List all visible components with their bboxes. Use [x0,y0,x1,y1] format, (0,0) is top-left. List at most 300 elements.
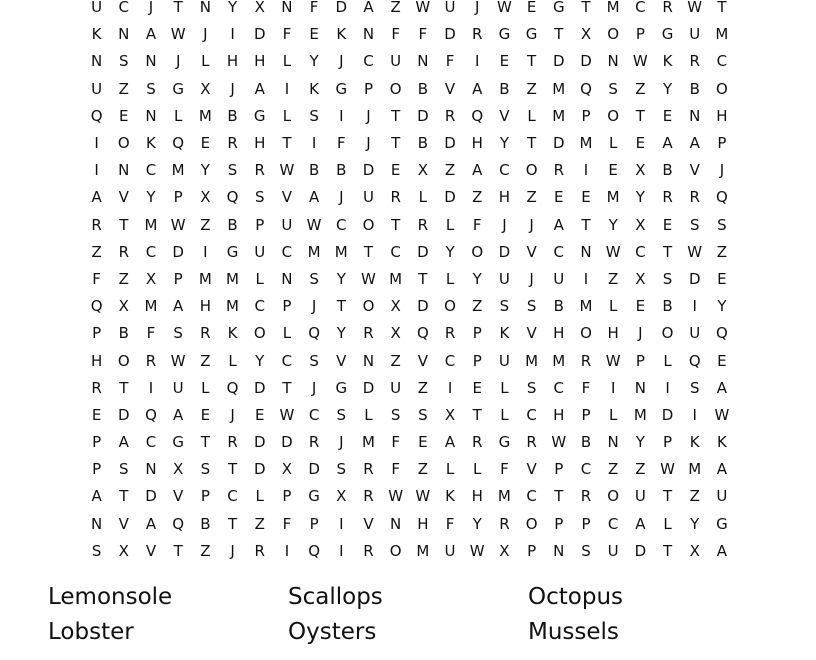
grid-letter: P [581,514,591,533]
grid-letter: E [499,52,510,71]
grid-letter: N [580,242,592,261]
grid-letter: O [661,324,674,343]
grid-letter: H [607,324,619,343]
grid-letter: N [553,541,565,560]
grid-letter: O [580,324,592,343]
grid-letter: F [581,378,591,397]
grid-letter: X [635,161,646,180]
grid-letter: X [390,297,401,316]
grid-letter: R [145,351,157,370]
grid-letter: W [170,351,186,370]
grid-letter: X [336,487,347,506]
grid-letter: R [580,351,592,370]
grid-letter: O [389,541,402,560]
grid-letter: D [444,25,456,44]
grid-letter: S [662,269,673,288]
grid-letter: N [199,0,211,17]
grid-letter: C [363,52,374,71]
grid-letter: T [418,269,428,288]
grid-letter: C [254,297,265,316]
grid-letter: E [200,405,211,424]
grid-letter: X [417,161,428,180]
grid-letter: F [445,514,455,533]
grid-letter: X [173,460,184,479]
grid-letter: Z [526,79,537,98]
grid-letter: R [363,324,374,343]
grid-letter: J [529,215,534,234]
grid-letter: P [200,487,210,506]
grid-letter: Z [417,460,428,479]
grid-letter: Y [635,188,645,207]
word-list-item: Lobster [48,619,134,645]
grid-letter: P [92,324,102,343]
grid-letter: L [445,269,455,288]
grid-letter: M [226,269,239,288]
grid-letter: T [527,52,537,71]
grid-letter: D [281,433,293,452]
grid-letter: Y [662,79,673,98]
grid-letter: X [200,79,211,98]
grid-letter: Q [716,324,728,343]
grid-letter: Z [390,351,401,370]
grid-letter: Q [226,378,239,397]
grid-letter: D [362,378,375,397]
grid-letter: E [390,161,401,180]
grid-letter: P [472,351,482,370]
grid-letter: J [148,0,154,17]
grid-letter: B [308,161,320,180]
grid-letter: A [173,405,184,424]
grid-letter: U [91,0,103,17]
grid-letter: T [282,134,292,153]
word-list-item: Octopus [528,584,623,610]
grid-letter: W [306,215,322,234]
grid-letter: A [472,161,483,180]
grid-letter: T [717,0,727,17]
grid-letter: M [144,215,158,234]
grid-letter: L [255,487,264,506]
grid-letter: I [692,297,697,316]
grid-letter: H [254,134,266,153]
grid-letter: B [662,297,673,316]
grid-letter: S [119,52,129,71]
grid-letter: N [417,52,429,71]
grid-letter: P [309,514,319,533]
grid-letter: T [391,134,401,153]
grid-letter: R [363,487,374,506]
grid-letter: E [91,405,102,424]
grid-letter: F [472,215,482,234]
grid-letter: H [471,487,483,506]
grid-letter: N [281,269,293,288]
grid-letter: N [607,433,619,452]
grid-letter: P [554,460,564,479]
grid-letter: H [498,188,511,207]
grid-letter: O [471,242,484,261]
grid-letter: H [716,106,728,125]
grid-letter: Y [445,242,455,261]
grid-letter: C [145,242,157,261]
grid-letter: Y [146,188,156,207]
grid-letter: D [553,52,565,71]
grid-letter: B [662,161,673,180]
grid-letter: E [526,0,537,17]
grid-letter: F [282,25,292,44]
grid-letter: T [119,378,129,397]
grid-letter: A [716,460,728,479]
grid-letter: P [92,460,102,479]
grid-letter: U [553,269,565,288]
grid-letter: D [253,433,266,452]
grid-letter: H [417,514,429,533]
grid-letter: A [635,514,646,533]
grid-letter: G [525,25,538,44]
grid-letter: B [417,134,428,153]
grid-letter: I [610,378,616,397]
grid-letter: G [335,378,348,397]
grid-letter: C [553,242,565,261]
grid-letter: S [526,297,537,316]
grid-letter: E [717,351,727,370]
grid-letter: R [254,541,265,560]
grid-letter: M [688,460,702,479]
grid-letter: S [499,297,510,316]
grid-letter: N [145,52,157,71]
grid-letter: Z [608,460,619,479]
grid-letter: I [230,25,235,44]
grid-letter: N [362,25,375,44]
grid-letter: T [363,242,374,261]
grid-letter: P [663,433,673,452]
grid-letter: L [500,378,509,397]
grid-letter: T [227,460,238,479]
grid-letter: L [663,351,672,370]
grid-letter: Z [254,514,265,533]
grid-letter: N [145,460,157,479]
grid-letter: E [635,134,646,153]
grid-letter: F [445,52,455,71]
grid-letter: D [172,242,184,261]
grid-letter: X [118,541,129,560]
grid-letter: W [605,242,621,261]
grid-letter: Z [444,161,456,180]
grid-letter: E [418,433,428,452]
grid-letter: T [662,487,673,506]
grid-letter: B [553,297,564,316]
grid-letter: N [607,52,619,71]
grid-letter: S [146,79,156,98]
grid-letter: L [663,514,672,533]
grid-letter: S [91,541,102,560]
grid-letter: R [472,433,483,452]
grid-letter: H [226,52,239,71]
grid-letter: S [418,405,428,424]
grid-letter: Z [608,269,619,288]
grid-letter: B [227,215,238,234]
grid-letter: U [444,541,456,560]
grid-letter: K [146,134,156,153]
grid-letter: X [390,324,401,343]
grid-letter: Y [717,297,727,316]
grid-letter: A [91,487,102,506]
grid-letter: U [634,487,646,506]
grid-letter: U [607,541,619,560]
grid-letter: J [366,106,371,125]
grid-letter: R [662,0,673,17]
grid-letter: A [553,215,564,234]
grid-letter: J [230,79,235,98]
grid-letter: O [117,351,130,370]
grid-letter: I [148,378,154,397]
grid-letter: L [608,134,618,153]
grid-letter: Y [227,0,238,17]
grid-letter: L [473,460,482,479]
grid-letter: M [389,269,403,288]
grid-letter: T [391,106,401,125]
grid-letter: Q [580,79,592,98]
grid-letter: I [475,52,480,71]
grid-letter: D [634,541,647,560]
grid-letter: Z [91,242,102,261]
grid-letter: U [689,25,701,44]
grid-letter: T [581,0,591,17]
grid-letter: J [203,25,208,44]
grid-letter: I [339,106,344,125]
grid-letter: A [308,188,320,207]
grid-letter: P [472,324,482,343]
grid-letter: F [146,324,156,343]
grid-letter: G [253,106,266,125]
grid-letter: J [638,324,643,343]
grid-letter: L [255,269,264,288]
grid-letter: U [390,52,402,71]
grid-letter: C [635,0,646,17]
grid-letter: R [200,324,211,343]
grid-letter: S [254,188,265,207]
grid-letter: R [444,324,456,343]
grid-letter: R [499,514,510,533]
grid-letter: Y [499,134,509,153]
grid-letter: S [717,215,727,234]
grid-letter: A [145,514,157,533]
grid-letter: V [444,79,456,98]
grid-letter: S [581,541,591,560]
grid-letter: P [635,351,645,370]
grid-letter: W [605,351,621,370]
grid-letter: D [661,405,674,424]
grid-letter: C [635,242,646,261]
grid-letter: T [200,433,210,452]
grid-letter: D [118,405,130,424]
grid-letter: E [635,297,646,316]
grid-letter: B [118,324,129,343]
grid-letter: Q [90,106,103,125]
grid-letter: M [144,297,158,316]
grid-letter: L [201,52,210,71]
grid-letter: R [553,161,564,180]
grid-letter: V [118,188,129,207]
grid-letter: P [527,541,537,560]
grid-letter: N [362,351,375,370]
grid-letter: Q [308,541,320,560]
grid-letter: W [551,433,567,452]
grid-letter: U [91,79,103,98]
grid-letter: X [145,269,157,288]
grid-letter: X [200,188,211,207]
grid-letter: T [527,134,537,153]
grid-letter: R [308,433,320,452]
grid-letter: D [335,0,348,17]
grid-letter: U [390,378,402,397]
grid-letter: D [444,134,456,153]
grid-letter: W [170,215,186,234]
grid-letter: U [498,351,510,370]
grid-letter: R [91,378,102,397]
grid-letter: V [526,460,537,479]
grid-letter: A [716,378,728,397]
grid-letter: M [552,79,566,98]
grid-letter: Y [690,514,700,533]
grid-letter: I [692,405,697,424]
grid-letter: P [282,297,292,316]
grid-letter: U [444,0,456,17]
grid-letter: S [309,351,319,370]
grid-letter: O [362,215,375,234]
grid-letter: S [309,106,319,125]
grid-letter: X [635,215,646,234]
grid-letter: G [308,487,320,506]
grid-letter: I [94,161,99,180]
grid-letter: E [554,188,564,207]
grid-letter: P [581,405,591,424]
grid-letter: N [145,106,157,125]
grid-letter: K [716,433,727,452]
grid-letter: B [200,514,211,533]
grid-letter: C [553,378,565,397]
grid-letter: F [92,269,101,288]
grid-letter: F [418,25,428,44]
grid-letter: M [361,433,375,452]
grid-letter: J [475,0,480,17]
grid-letter: C [716,52,728,71]
grid-letter: W [714,405,730,424]
grid-letter: U [172,378,184,397]
grid-letter: C [336,215,347,234]
grid-letter: W [279,161,295,180]
grid-letter: D [553,134,565,153]
grid-letter: C [308,405,320,424]
grid-letter: Y [255,351,265,370]
grid-letter: I [583,161,589,180]
grid-letter: F [391,433,400,452]
grid-letter: B [336,161,347,180]
grid-letter: A [716,541,728,560]
grid-letter: S [390,405,401,424]
grid-letter: B [689,79,700,98]
grid-letter: T [662,242,673,261]
grid-letter: Z [118,79,129,98]
grid-letter: Y [309,52,319,71]
grid-letter: V [336,351,347,370]
grid-letter: T [227,514,238,533]
grid-letter: X [254,0,265,17]
grid-letter: J [230,405,235,424]
grid-letter: G [716,514,728,533]
grid-letter: Q [688,351,701,370]
grid-letter: H [553,324,565,343]
grid-letter: H [199,297,211,316]
grid-letter: X [635,269,646,288]
grid-letter: M [579,134,593,153]
grid-letter: G [226,242,239,261]
grid-letter: D [253,378,266,397]
grid-letter: Y [336,324,346,343]
grid-letter: J [311,297,317,316]
grid-letter: Z [200,351,211,370]
grid-letter: V [173,487,184,506]
grid-letter: Z [200,215,211,234]
grid-letter: L [500,405,509,424]
grid-letter: Z [118,269,129,288]
grid-letter: W [170,25,186,44]
grid-letter: C [145,433,157,452]
grid-letter: G [335,79,348,98]
grid-letter: O [117,134,130,153]
grid-letter: K [91,25,102,44]
grid-letter: P [554,514,564,533]
grid-letter: T [119,487,129,506]
grid-letter: J [502,215,507,234]
grid-letter: U [254,242,266,261]
grid-letter: D [417,242,429,261]
grid-letter: K [689,433,700,452]
grid-letter: X [689,541,700,560]
grid-letter: E [200,134,211,153]
grid-letter: D [253,25,266,44]
grid-letter: R [662,188,673,207]
grid-letter: R [363,460,374,479]
grid-letter: Q [416,324,429,343]
grid-letter: I [311,134,317,153]
grid-letter: E [472,378,482,397]
grid-letter: P [363,79,373,98]
grid-letter: Y [635,433,645,452]
grid-letter: S [608,79,618,98]
grid-letter: C [580,460,592,479]
grid-letter: M [715,25,729,44]
grid-letter: P [173,188,183,207]
grid-letter: C [444,351,456,370]
grid-letter: S [173,324,183,343]
grid-letter: Z [716,242,728,261]
grid-letter: Y [608,215,618,234]
grid-letter: Z [390,0,401,17]
grid-letter: I [94,134,99,153]
grid-letter: M [416,541,430,560]
grid-letter: I [583,269,589,288]
grid-letter: X [444,405,456,424]
grid-letter: T [173,541,183,560]
grid-letter: I [339,541,344,560]
grid-letter: Z [526,188,537,207]
grid-letter: N [634,378,646,397]
grid-letter: R [417,215,429,234]
grid-letter: R [444,106,456,125]
grid-letter: R [227,433,238,452]
grid-letter: G [498,25,511,44]
grid-letter: D [308,460,320,479]
grid-letter: A [363,0,374,17]
